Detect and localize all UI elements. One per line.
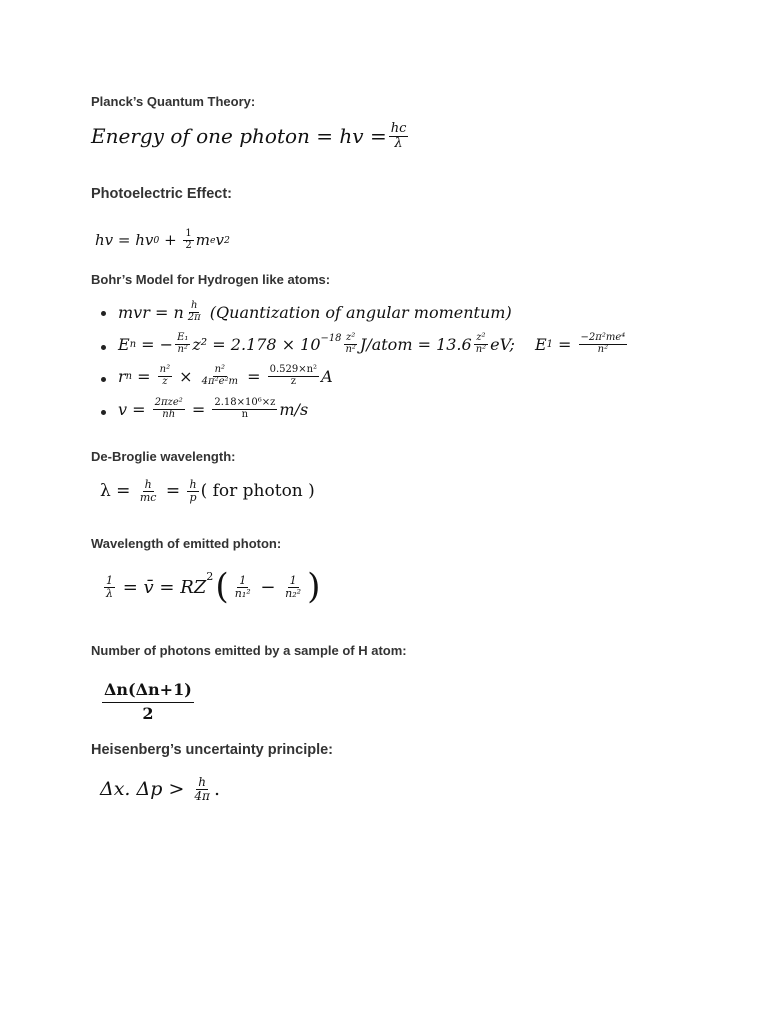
b2-fraction-2	[343, 333, 357, 355]
hb-lhs: Δx. Δp >	[100, 778, 191, 801]
b2-fraction-3	[474, 333, 488, 355]
pe-lhs: hv = hv	[95, 231, 154, 249]
wl-f2-num: 1	[239, 574, 247, 588]
wl-open-paren: (	[215, 567, 229, 607]
b3-lhs: r	[118, 366, 126, 386]
db-f2-num: h	[189, 478, 197, 491]
b2-f3-num: z²	[476, 332, 486, 343]
b2-f2-num: z²	[346, 332, 356, 343]
equation-bohr-1	[118, 301, 512, 323]
b2-fraction-1	[175, 333, 190, 355]
b3-fraction-2	[200, 365, 240, 387]
wl-f1-num: 1	[106, 574, 113, 588]
wl-f3-num: 1	[289, 574, 297, 588]
db-fraction-1	[138, 479, 159, 503]
pe-plus: +	[159, 231, 182, 249]
b2-f2-den: n²	[345, 343, 356, 355]
wl-sup: 2	[206, 570, 214, 583]
b4-f1-num: 2πze²	[154, 397, 183, 408]
photons-num: Δn(Δn+1)	[102, 682, 194, 703]
b3-unit: A	[321, 366, 333, 386]
equation-bohr-4	[118, 398, 308, 420]
pe-sub-e: e	[210, 234, 216, 246]
pe-den: 2	[185, 239, 192, 251]
heading-heisenberg: Heisenberg’s uncertainty principle:	[91, 742, 333, 758]
pe-sub0: 0	[153, 234, 160, 246]
equation-bohr-3	[118, 365, 333, 387]
b3-f2-den: 4π²e²m	[201, 375, 239, 387]
pe-num: 1	[185, 228, 192, 239]
hb-den: 4π	[194, 788, 210, 803]
equation-photoelectric	[95, 229, 230, 251]
b4-fraction-1	[153, 398, 185, 420]
heading-wavelength: Wavelength of emitted photon:	[91, 536, 282, 551]
heading-photoelectric: Photoelectric Effect:	[91, 186, 232, 202]
db-fraction-2	[187, 479, 198, 503]
b4-unit: m/s	[279, 399, 309, 419]
pe-fraction	[183, 229, 193, 251]
b3-f1-den: z	[162, 375, 168, 387]
b4-f2-num: 2.18×10⁶×z	[214, 397, 276, 408]
planck-fraction	[389, 122, 409, 150]
b2-unit1: J/atom = 13.6	[359, 334, 472, 354]
planck-num: hc	[390, 121, 407, 136]
b4-eq: =	[186, 399, 211, 419]
heading-planck: Planck’s Quantum Theory:	[91, 94, 256, 109]
b3-times: ×	[174, 366, 198, 386]
equation-debroglie	[100, 479, 315, 503]
b2-f4-den: n²	[597, 343, 609, 355]
b4-f1-den: nh	[162, 408, 176, 420]
planck-lhs: Energy of one photon = hv =	[91, 124, 387, 149]
hb-num: h	[198, 775, 207, 789]
b2-e1-sub: 1	[546, 338, 553, 350]
b2-unit2: eV;	[490, 334, 515, 354]
b2-f3-den: n²	[475, 343, 487, 355]
b2-lhs: E	[118, 334, 130, 354]
b3-f2-num: n²	[214, 364, 226, 375]
photons-fraction	[102, 682, 194, 723]
b4-lhs: v =	[118, 399, 151, 419]
b3-fraction-3	[268, 365, 319, 387]
db-eq: =	[160, 481, 186, 502]
b3-f1-num: n²	[159, 364, 171, 375]
planck-den: λ	[394, 135, 403, 151]
b2-fraction-4	[579, 333, 628, 355]
heading-debroglie: De-Broglie wavelength:	[91, 449, 236, 464]
wl-fraction-2	[233, 575, 253, 599]
b2-sub-n: n	[129, 338, 137, 350]
wl-fraction-3	[283, 575, 303, 599]
db-f1-den: mc	[139, 490, 157, 504]
b3-sub-n: n	[125, 370, 133, 382]
db-f1-num: h	[144, 478, 152, 491]
bullet-3	[101, 377, 106, 382]
pe-sup2: 2	[224, 234, 230, 246]
bullet-2	[101, 345, 106, 350]
wl-fraction-1	[104, 575, 115, 599]
b2-e1-eq: =	[552, 334, 577, 354]
equation-planck	[91, 122, 410, 150]
wl-minus: −	[254, 576, 282, 598]
photons-den: 2	[142, 703, 154, 723]
wl-f3-den: n₂²	[285, 586, 302, 600]
b1-num: h	[190, 300, 198, 311]
equation-heisenberg	[100, 776, 220, 802]
bullet-4	[101, 410, 106, 415]
b2-f1-den: n²	[177, 343, 188, 355]
b3-eq: =	[132, 366, 156, 386]
b4-f2-den: n	[241, 408, 249, 420]
wl-f2-den: n₁²	[234, 586, 251, 600]
db-tail: ( for photon )	[200, 481, 315, 502]
b1-fraction	[186, 301, 203, 323]
bullet-1	[101, 311, 106, 316]
b1-tail: (Quantization of angular momentum)	[204, 302, 512, 322]
b3-f3-num: 0.529×n²	[269, 364, 318, 375]
pe-v: v	[215, 231, 225, 249]
equation-photons	[100, 682, 196, 723]
wl-close-paren: )	[307, 567, 321, 607]
b1-lhs: mvr = n	[118, 302, 184, 322]
heading-photons: Number of photons emitted by a sample of H atom:	[91, 643, 407, 658]
b2-eq: = −	[136, 334, 174, 354]
db-f2-den: p	[189, 490, 197, 504]
b2-f1-num: E₁	[177, 332, 189, 343]
b2-e1: E	[534, 334, 547, 354]
wl-f1-den: λ	[106, 586, 113, 600]
b2-z2: z² = 2.178 × 10	[192, 334, 321, 354]
equation-wavelength	[102, 567, 322, 607]
b3-eq2: =	[242, 366, 266, 386]
b1-den: 2π	[187, 311, 201, 323]
b3-fraction-1	[158, 365, 172, 387]
equation-bohr-2	[118, 333, 629, 355]
wl-mid: = v̄ = RZ	[117, 576, 207, 598]
hb-tail: .	[213, 778, 220, 801]
db-lhs: λ =	[100, 481, 136, 502]
b3-f3-den: z	[290, 375, 296, 387]
pe-m: m	[195, 231, 211, 249]
b2-f4-num: −2π²me⁴	[580, 332, 626, 343]
b4-fraction-2	[212, 398, 277, 420]
heading-bohr: Bohr’s Model for Hydrogen like atoms:	[91, 272, 331, 287]
b2-exp: −18	[320, 333, 342, 344]
hb-fraction	[192, 776, 212, 802]
